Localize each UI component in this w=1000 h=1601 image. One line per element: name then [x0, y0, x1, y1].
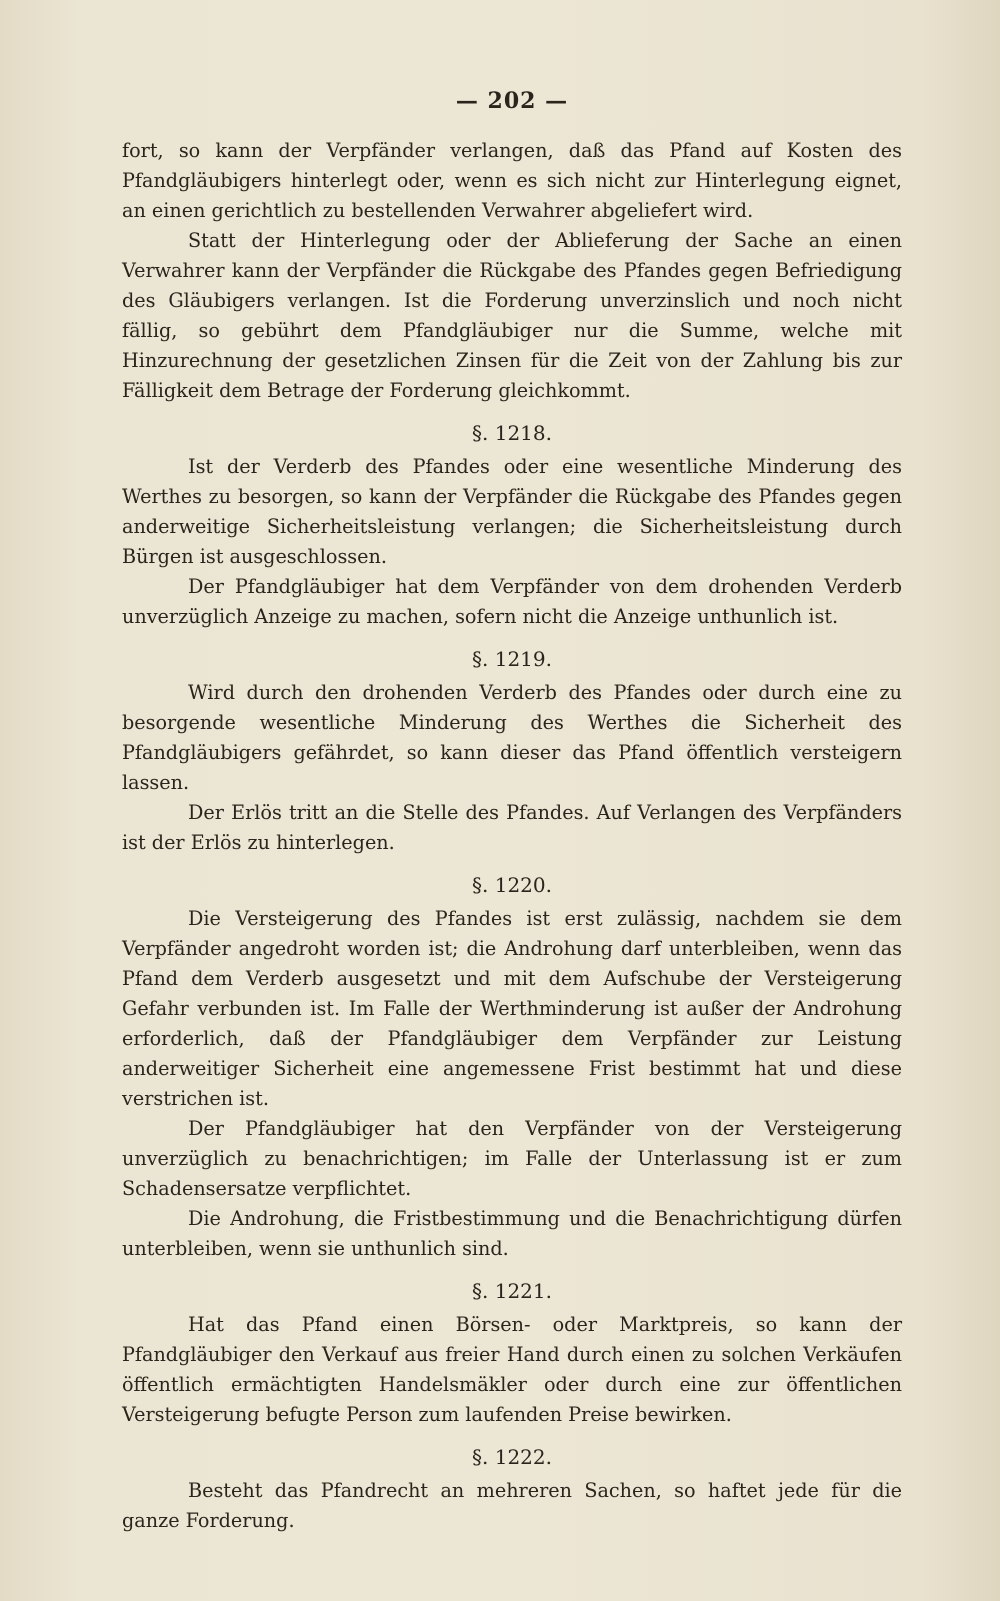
- section-heading: §. 1221.: [472, 1279, 552, 1303]
- section-heading: §. 1220.: [472, 873, 552, 897]
- section-1218: [122, 418, 902, 632]
- section-1221: [122, 1276, 902, 1430]
- paragraph: Der Pfandgläubiger hat den Verpfänder von der Versteigerung unverzüglich zu benachrichtigen; im Falle der Unterlassung ist er zum Schadensersatze verpflichtet.: [122, 1117, 902, 1200]
- paragraph: Ist der Verderb des Pfandes oder eine wesentliche Minderung des Werthes zu besorgen, so kann der Verpfänder die Rückgabe des Pfandes gegen anderweitige Sicherheitsleistung verlangen; die Sicherheitsleistung durch Bürgen ist ausgeschlossen.: [122, 455, 902, 568]
- paragraph: Hat das Pfand einen Börsen- oder Marktpreis, so kann der Pfandgläubiger den Verkauf aus freier Hand durch einen zu solchen Verkäufen öffentlich ermächtigten Handelsmäkler oder durch eine zur öffentlichen Versteigerung befugte Person zum laufenden Preise bewirken.: [122, 1313, 902, 1426]
- paragraph: Der Erlös tritt an die Stelle des Pfandes. Auf Verlangen des Verpfänders ist der Erlös zu hinterlegen.: [122, 801, 902, 854]
- section-heading: §. 1222.: [472, 1445, 552, 1469]
- paragraph: Die Versteigerung des Pfandes ist erst zulässig, nachdem sie dem Verpfänder angedroht worden ist; die Androhung darf unterbleiben, wenn das Pfand dem Verderb ausgesetzt und mit dem Aufschube der Versteigerung Gefahr verbunden ist. Im Falle der Werthminderung ist außer der Androhung erforderlich, daß der Pfandgläubiger dem Verpfänder zur Leistung anderweitiger Sicherheit eine angemessene Frist bestimmt hat und diese verstrichen ist.: [122, 907, 902, 1110]
- section-1222: [122, 1442, 902, 1536]
- section-1220: [122, 870, 902, 1264]
- paragraph: Statt der Hinterlegung oder der Ablieferung der Sache an einen Verwahrer kann der Verpfänder die Rückgabe des Pfandes gegen Befriedigung des Gläubigers verlangen. Ist die Forderung unverzinslich und noch nicht fällig, so gebührt dem Pfandgläubiger nur die Summe, welche mit Hinzurechnung der gesetzlichen Zinsen für die Zeit von der Zahlung bis zur Fälligkeit dem Betrage der Forderung gleichkommt.: [122, 229, 902, 402]
- section-continuation: [122, 136, 902, 406]
- section-heading: §. 1219.: [472, 647, 552, 671]
- paragraph: Die Androhung, die Fristbestimmung und die Benachrichtigung dürfen unterbleiben, wenn sie unthunlich sind.: [122, 1207, 902, 1260]
- paragraph: Der Pfandgläubiger hat dem Verpfänder von dem drohenden Verderb unverzüglich Anzeige zu machen, sofern nicht die Anzeige unthunlich ist.: [122, 575, 902, 628]
- paragraph: Wird durch den drohenden Verderb des Pfandes oder durch eine zu besorgende wesentliche Minderung des Werthes die Sicherheit des Pfandgläubigers gefährdet, so kann dieser das Pfand öffentlich versteigern lassen.: [122, 681, 902, 794]
- paragraph: Besteht das Pfandrecht an mehreren Sachen, so haftet jede für die ganze Forderung.: [122, 1479, 902, 1532]
- paragraph: fort, so kann der Verpfänder verlangen, daß das Pfand auf Kosten des Pfandgläubigers hinterlegt oder, wenn es sich nicht zur Hinterlegung eignet, an einen gerichtlich zu bestellenden Verwahrer abgeliefert wird.: [122, 139, 902, 222]
- page-content: [122, 88, 902, 1536]
- section-1219: [122, 644, 902, 858]
- section-heading: §. 1218.: [472, 421, 552, 445]
- page-number: — 202 —: [455, 88, 569, 114]
